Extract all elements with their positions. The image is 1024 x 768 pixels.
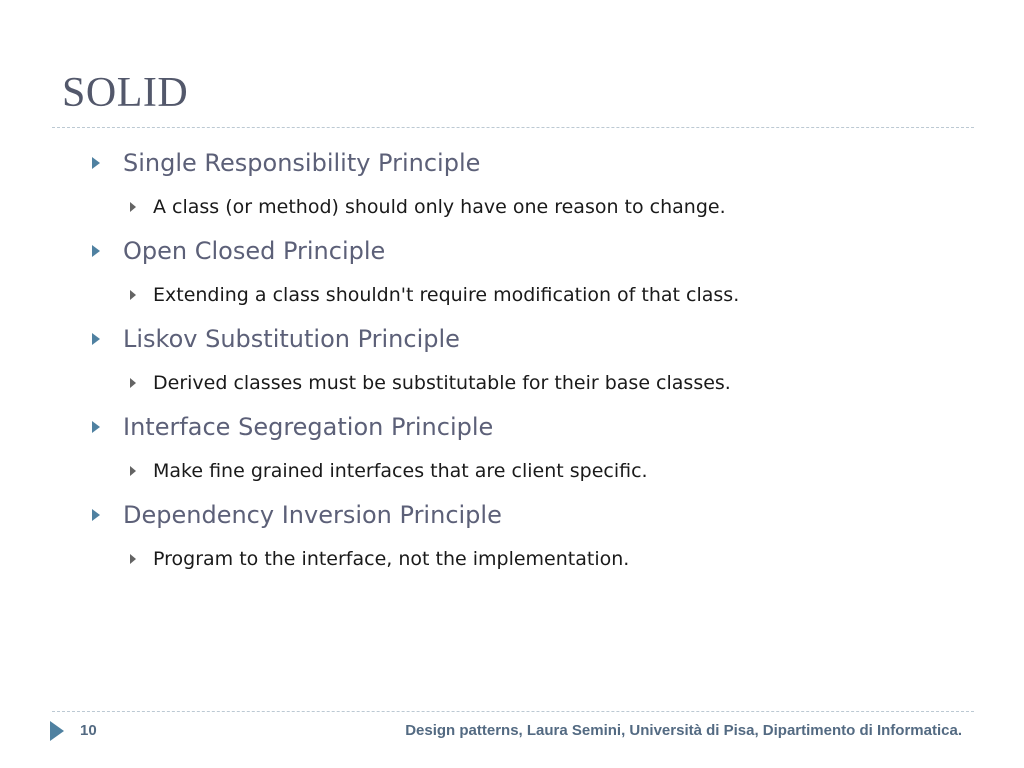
footer-arrow-icon	[50, 721, 64, 741]
principle-item	[92, 144, 972, 232]
principle-description	[130, 358, 972, 408]
principle-item	[92, 232, 972, 320]
principle-name: Interface Segregation Principle	[123, 413, 494, 441]
principle-item	[92, 408, 972, 496]
principle-description	[130, 446, 972, 496]
small-triangle-right-icon	[130, 466, 136, 476]
bullet-list	[92, 144, 972, 584]
triangle-right-icon	[92, 245, 100, 257]
small-triangle-right-icon	[130, 554, 136, 564]
triangle-right-icon	[92, 509, 100, 521]
principle-description	[130, 182, 972, 232]
principle-description-text: Derived classes must be substitutable for their base classes.	[153, 372, 731, 394]
small-triangle-right-icon	[130, 290, 136, 300]
principle-name: Liskov Substitution Principle	[123, 325, 460, 353]
principle-name: Single Responsibility Principle	[123, 149, 481, 177]
principle-description-text: Program to the interface, not the implementation.	[153, 548, 630, 570]
principle-heading	[92, 408, 972, 446]
triangle-right-icon	[92, 333, 100, 345]
principle-heading	[92, 144, 972, 182]
small-triangle-right-icon	[130, 202, 136, 212]
title-divider	[52, 127, 974, 128]
principle-description	[130, 534, 972, 584]
footer-divider	[52, 711, 974, 712]
principle-name: Open Closed Principle	[123, 237, 386, 265]
page-number: 10	[80, 722, 97, 739]
triangle-right-icon	[92, 157, 100, 169]
principle-description	[130, 270, 972, 320]
principle-item	[92, 496, 972, 584]
small-triangle-right-icon	[130, 378, 136, 388]
principle-description-text: Make fine grained interfaces that are client specific.	[153, 460, 648, 482]
principle-heading	[92, 232, 972, 270]
footer-credit: Design patterns, Laura Semini, Università di Pisa, Dipartimento di Informatica.	[405, 722, 962, 739]
triangle-right-icon	[92, 421, 100, 433]
slide-title: SOLID	[62, 70, 189, 116]
principle-name: Dependency Inversion Principle	[123, 501, 502, 529]
principle-heading	[92, 320, 972, 358]
principle-description-text: A class (or method) should only have one reason to change.	[153, 196, 726, 218]
principle-heading	[92, 496, 972, 534]
principle-item	[92, 320, 972, 408]
principle-description-text: Extending a class shouldn't require modification of that class.	[153, 284, 740, 306]
